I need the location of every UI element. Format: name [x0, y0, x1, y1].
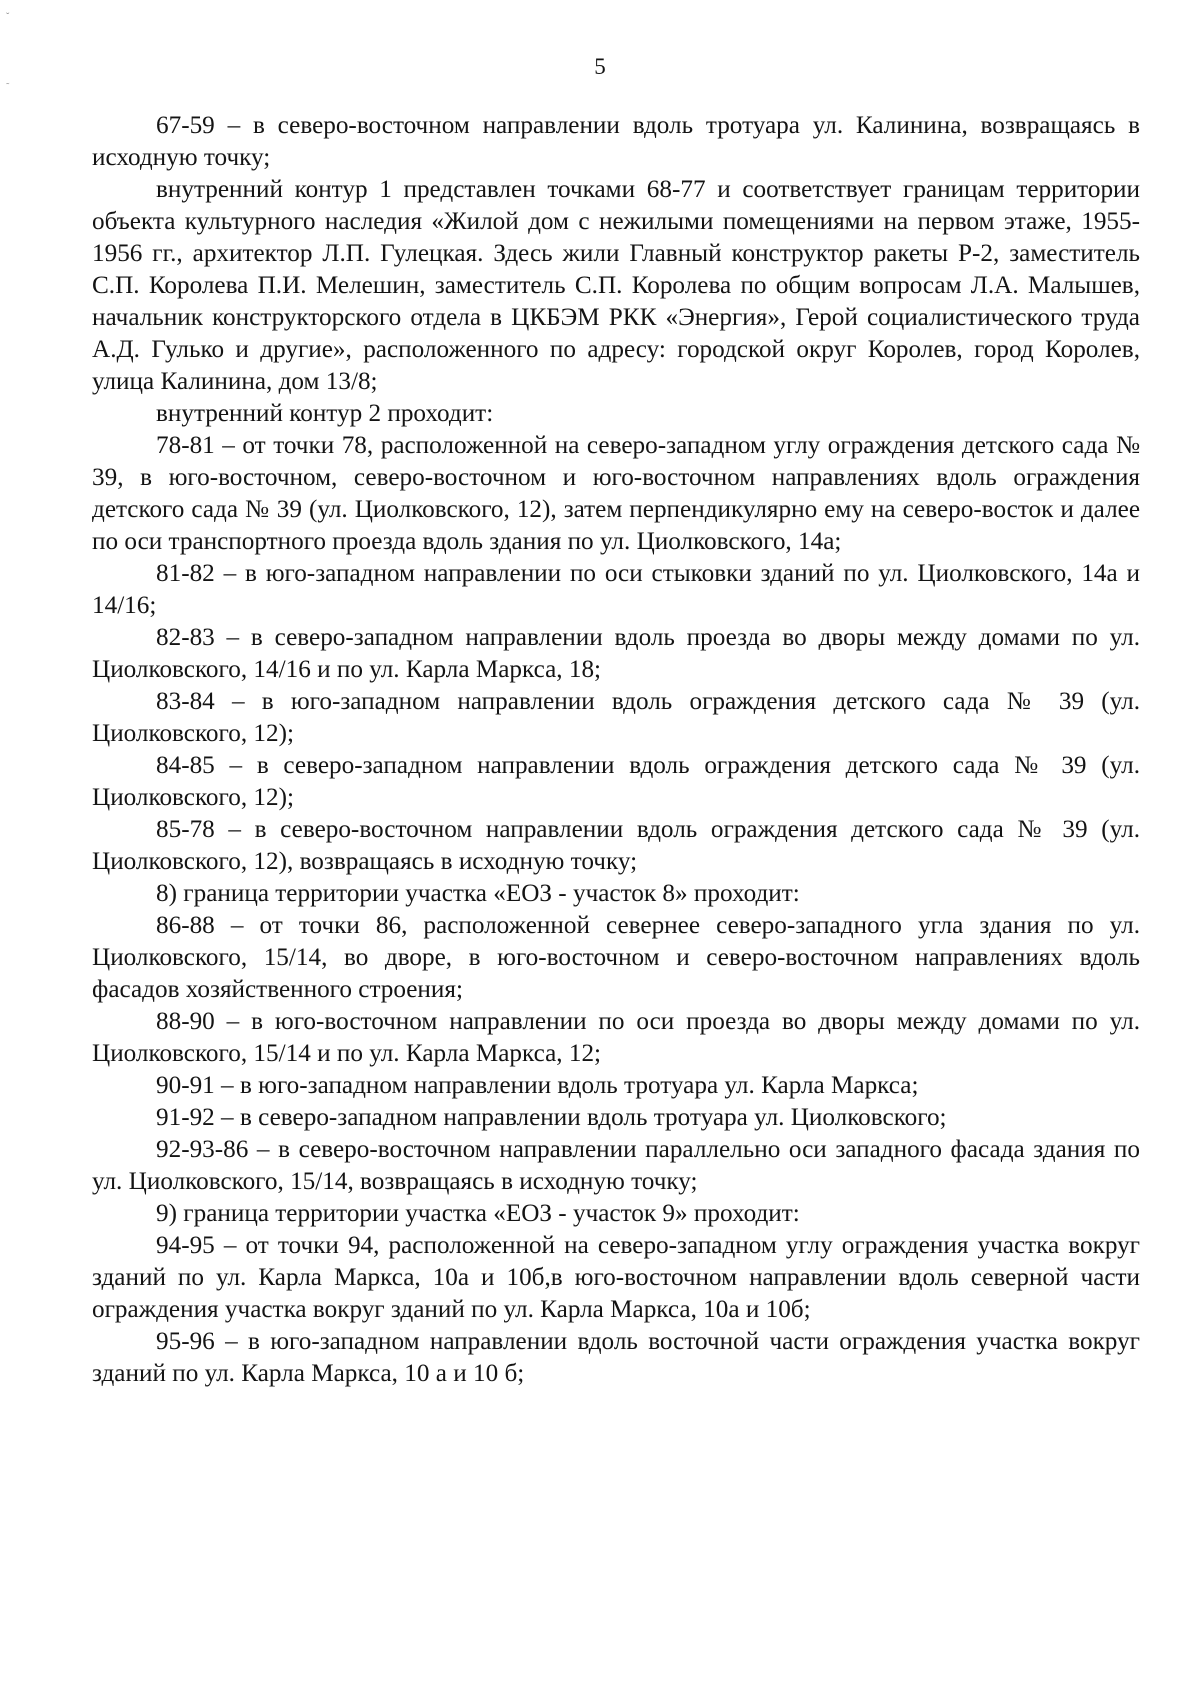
paragraph: 85-78 – в северо-восточном направлении вдоль ограждения детского сада № 39 (ул. Циолковского, 12), возвращаясь в исходную точку;	[92, 816, 1140, 875]
paragraph: внутренний контур 1 представлен точками 68-77 и соответствует границам территории объекта культурного наследия «Жилой дом с нежилыми помещениями на первом этаже, 1955-1956 гг., архитектор Л.П. Гулецкая. Здесь жили Главный конструктор ракеты Р-2, заместитель С.П. Королева П.И. Мелешин, заместитель С.П. Королева по общим вопросам Л.А. Малышев, начальник конструкторского отдела в ЦКБЭМ РКК «Энергия», Герой социалистического труда А.Д. Гулько и другие», расположенного по адресу: городской округ Королев, город Королев, улица Калинина, дом 13/8;	[92, 176, 1140, 395]
paragraph: 82-83 – в северо-западном направлении вдоль проезда во дворы между домами по ул. Циолковского, 14/16 и по ул. Карла Маркса, 18;	[92, 624, 1140, 683]
document-body	[92, 110, 1140, 1390]
paragraph: 83-84 – в юго-западном направлении вдоль ограждения детского сада № 39 (ул. Циолковского, 12);	[92, 688, 1140, 747]
paragraph: 90-91 – в юго-западном направлении вдоль тротуара ул. Карла Маркса;	[156, 1072, 919, 1099]
paragraph: 95-96 – в юго-западном направлении вдоль восточной части ограждения участка вокруг зданий по ул. Карла Маркса, 10 а и 10 б;	[92, 1328, 1140, 1387]
paragraph: внутренний контур 2 проходит:	[156, 400, 494, 427]
paragraph: 92-93-86 – в северо-восточном направлении параллельно оси западного фасада здания по ул. Циолковского, 15/14, возвращаясь в исходную точку;	[92, 1136, 1140, 1195]
paragraph: 81-82 – в юго-западном направлении по оси стыковки зданий по ул. Циолковского, 14а и 14/16;	[92, 560, 1140, 619]
paragraph: 86-88 – от точки 86, расположенной севернее северо-западного угла здания по ул. Циолковского, 15/14, во дворе, в юго-восточном и северо-восточном направлениях вдоль фасадов хозяйственного строения;	[92, 912, 1140, 1003]
scan-speck: ˇ	[6, 12, 10, 23]
paragraph: 78-81 – от точки 78, расположенной на северо-западном углу ограждения детского сада № 39, в юго-восточном, северо-восточном и юго-восточном направлениях вдоль ограждения детского сада № 39 (ул. Циолковского, 12), затем перпендикулярно ему на северо-восток и далее по оси транспортного проезда вдоль здания по ул. Циолковского, 14а;	[92, 432, 1140, 555]
paragraph: 88-90 – в юго-восточном направлении по оси проезда во дворы между домами по ул. Циолковского, 15/14 и по ул. Карла Маркса, 12;	[92, 1008, 1140, 1067]
paragraph: 8) граница территории участка «ЕОЗ - участок 8» проходит:	[156, 880, 800, 907]
paragraph: 91-92 – в северо-западном направлении вдоль тротуара ул. Циолковского;	[156, 1104, 947, 1131]
paragraph: 84-85 – в северо-западном направлении вдоль ограждения детского сада № 39 (ул. Циолковского, 12);	[92, 752, 1140, 811]
paragraph: 94-95 – от точки 94, расположенной на северо-западном углу ограждения участка вокруг зданий по ул. Карла Маркса, 10а и 10б,в юго-восточном направлении вдоль северной части ограждения участка вокруг зданий по ул. Карла Маркса, 10а и 10б;	[92, 1232, 1140, 1323]
page-number: 5	[594, 54, 606, 79]
paragraph: 67-59 – в северо-восточном направлении вдоль тротуара ул. Калинина, возвращаясь в исходную точку;	[92, 112, 1140, 171]
scan-speck: ˜	[6, 82, 10, 93]
paragraph: 9) граница территории участка «ЕОЗ - участок 9» проходит:	[156, 1200, 800, 1227]
